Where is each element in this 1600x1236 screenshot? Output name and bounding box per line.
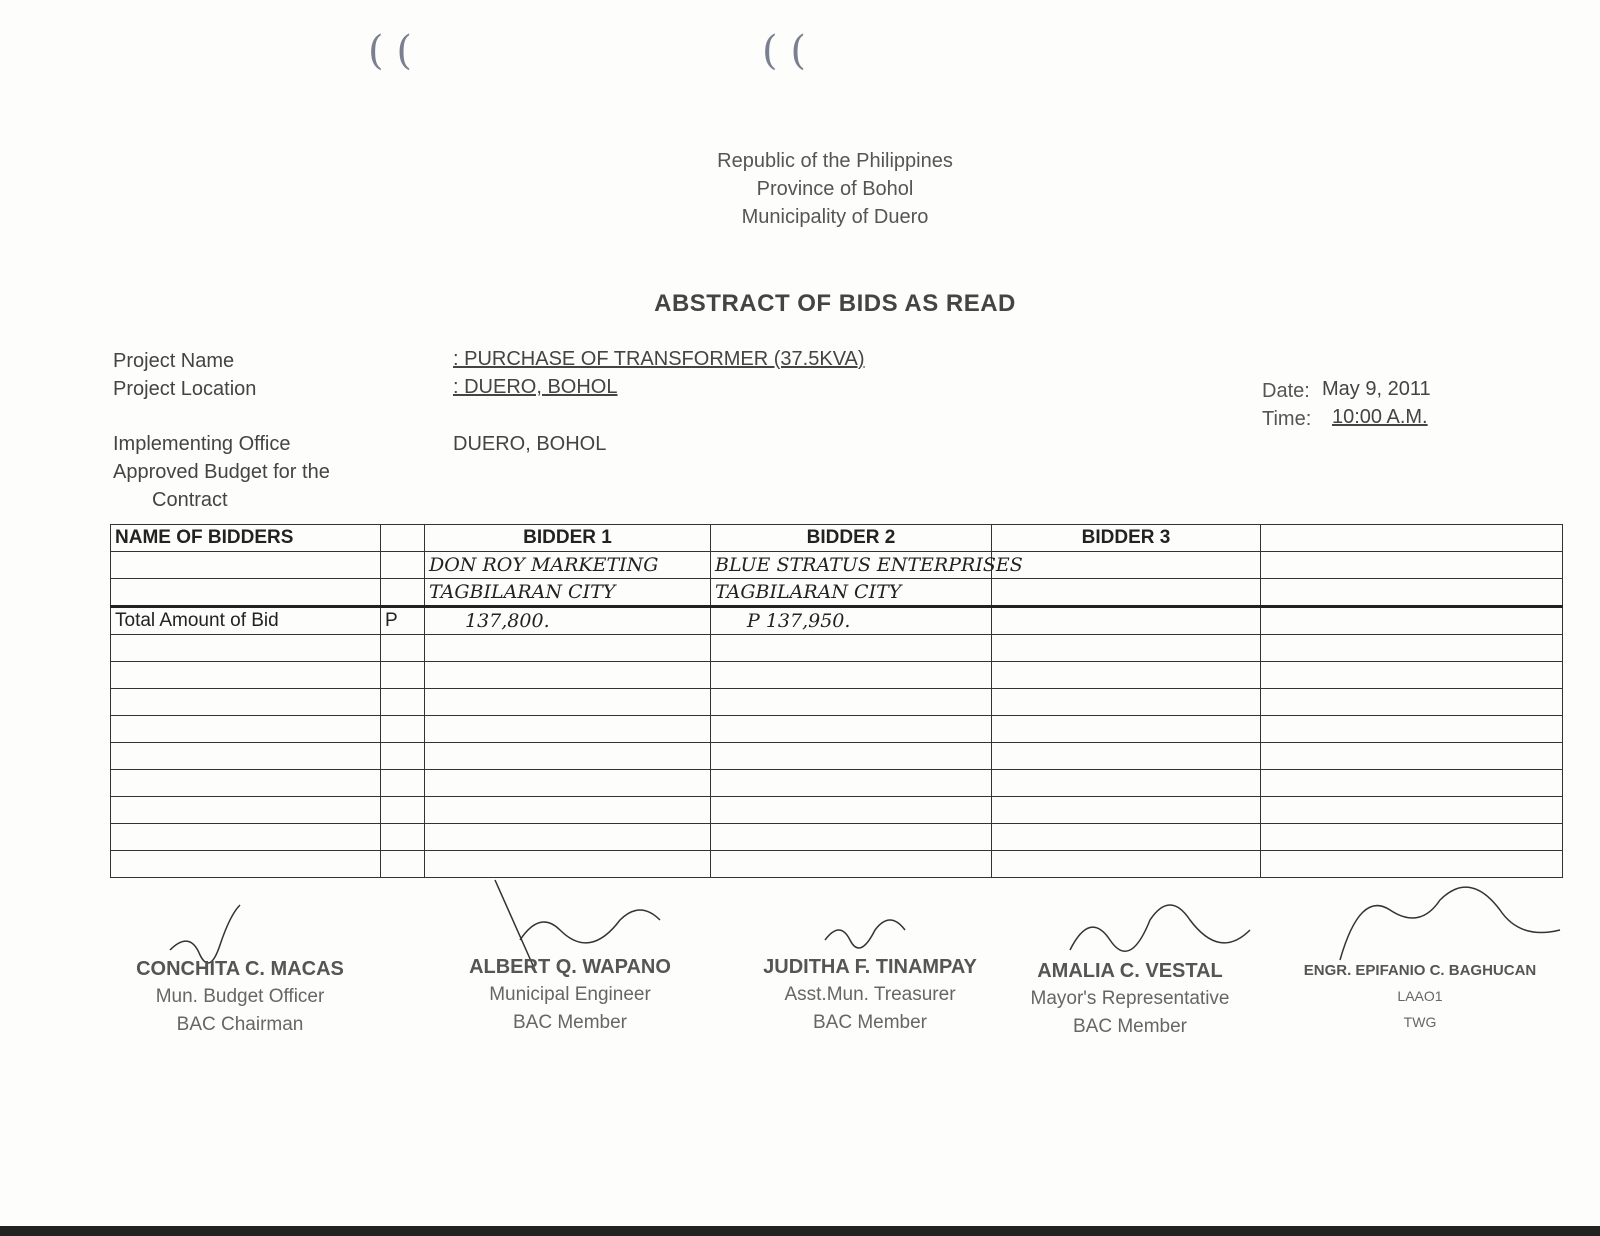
signatory-role: Municipal Engineer (489, 984, 651, 1005)
table-row (111, 770, 1563, 797)
implementing-office-value: DUERO, BOHOL (453, 433, 607, 455)
table-cell (992, 579, 1261, 607)
table-cell (381, 525, 425, 552)
project-name-label: Project Name (113, 350, 235, 372)
signatory-name: JUDITHA F. TINAMPAY (763, 956, 977, 978)
signatory-role: BAC Member (1072, 1016, 1188, 1037)
scan-edge (0, 1226, 1600, 1236)
signature-tinampay (825, 920, 905, 948)
date-value: May 9, 2011 (1322, 378, 1431, 400)
bidder1-address: TAGBILARAN CITY (425, 579, 711, 607)
table-header-row (111, 525, 1563, 552)
signatory-role: LAAO1 (1397, 988, 1443, 1004)
signatory-name: AMALIA C. VESTAL (1037, 960, 1223, 982)
binder-mark: ( ( (762, 28, 806, 74)
time-value: 10:00 A.M. (1332, 406, 1428, 428)
signatory-role: TWG (1403, 1014, 1437, 1030)
document-title: ABSTRACT OF BIDS AS READ (654, 290, 1016, 317)
bidder1-name: DON ROY MARKETING (425, 552, 711, 579)
bidder1-total: 137,800. (425, 607, 711, 635)
total-row (111, 607, 1563, 635)
project-location-label: Project Location (113, 378, 257, 400)
table-cell (381, 579, 425, 607)
header-municipality: Municipality of Duero (741, 206, 929, 228)
signatory-role: BAC Member (812, 1012, 928, 1033)
table-cell (1261, 525, 1563, 552)
table-row (111, 743, 1563, 770)
table-row (111, 716, 1563, 743)
date-label: Date: (1262, 380, 1310, 402)
table-cell (381, 552, 425, 579)
signatory-role: BAC Chairman (176, 1014, 304, 1035)
bidder3-header: BIDDER 3 (992, 525, 1261, 552)
table-cell (992, 607, 1261, 635)
table-row (111, 662, 1563, 689)
table-cell (1261, 552, 1563, 579)
table-row (111, 689, 1563, 716)
binder-mark: ( ( (368, 28, 412, 74)
signatory-role: Mayor's Representative (1030, 988, 1230, 1009)
header-province: Province of Bohol (756, 178, 914, 200)
header-republic: Republic of the Philippines (717, 150, 953, 172)
table-row (111, 851, 1563, 878)
project-location-value: : DUERO, BOHOL (453, 376, 618, 398)
bidder2-address: TAGBILARAN CITY (711, 579, 992, 607)
table-cell (992, 552, 1261, 579)
signature-baghucan (1340, 887, 1560, 960)
total-label: Total Amount of Bid (111, 607, 381, 635)
implementing-office-label: Implementing Office (113, 433, 291, 455)
signature-macas (170, 905, 240, 963)
table-cell (111, 552, 381, 579)
abc-label-contract: Contract (152, 489, 228, 511)
abc-label: Approved Budget for the (113, 461, 330, 483)
table-row (111, 579, 1563, 607)
table-cell (1261, 579, 1563, 607)
currency-symbol: P (381, 607, 425, 635)
signatory-name: ENGR. EPIFANIO C. BAGHUCAN (1303, 962, 1537, 979)
name-of-bidders-header: NAME OF BIDDERS (111, 525, 381, 552)
time-label: Time: (1262, 408, 1312, 430)
table-row (111, 797, 1563, 824)
table-row (111, 635, 1563, 662)
table-cell (111, 579, 381, 607)
bids-table (110, 524, 1563, 878)
signatory-role: BAC Member (512, 1012, 628, 1033)
signatory-name: CONCHITA C. MACAS (136, 958, 344, 980)
signatory-role: Asst.Mun. Treasurer (784, 984, 956, 1005)
project-name-value: : PURCHASE OF TRANSFORMER (37.5KVA) (453, 348, 865, 370)
signature-vestal (1070, 905, 1250, 951)
table-row (111, 824, 1563, 851)
table-row (111, 552, 1563, 579)
bidder1-header: BIDDER 1 (425, 525, 711, 552)
table-cell (1261, 607, 1563, 635)
bidder2-total: P 137,950. (711, 607, 992, 635)
bidder2-name: BLUE STRATUS ENTERPRISES (711, 552, 992, 579)
bidder2-header: BIDDER 2 (711, 525, 992, 552)
signatory-role: Mun. Budget Officer (155, 986, 325, 1007)
signatory-name: ALBERT Q. WAPANO (469, 956, 671, 978)
